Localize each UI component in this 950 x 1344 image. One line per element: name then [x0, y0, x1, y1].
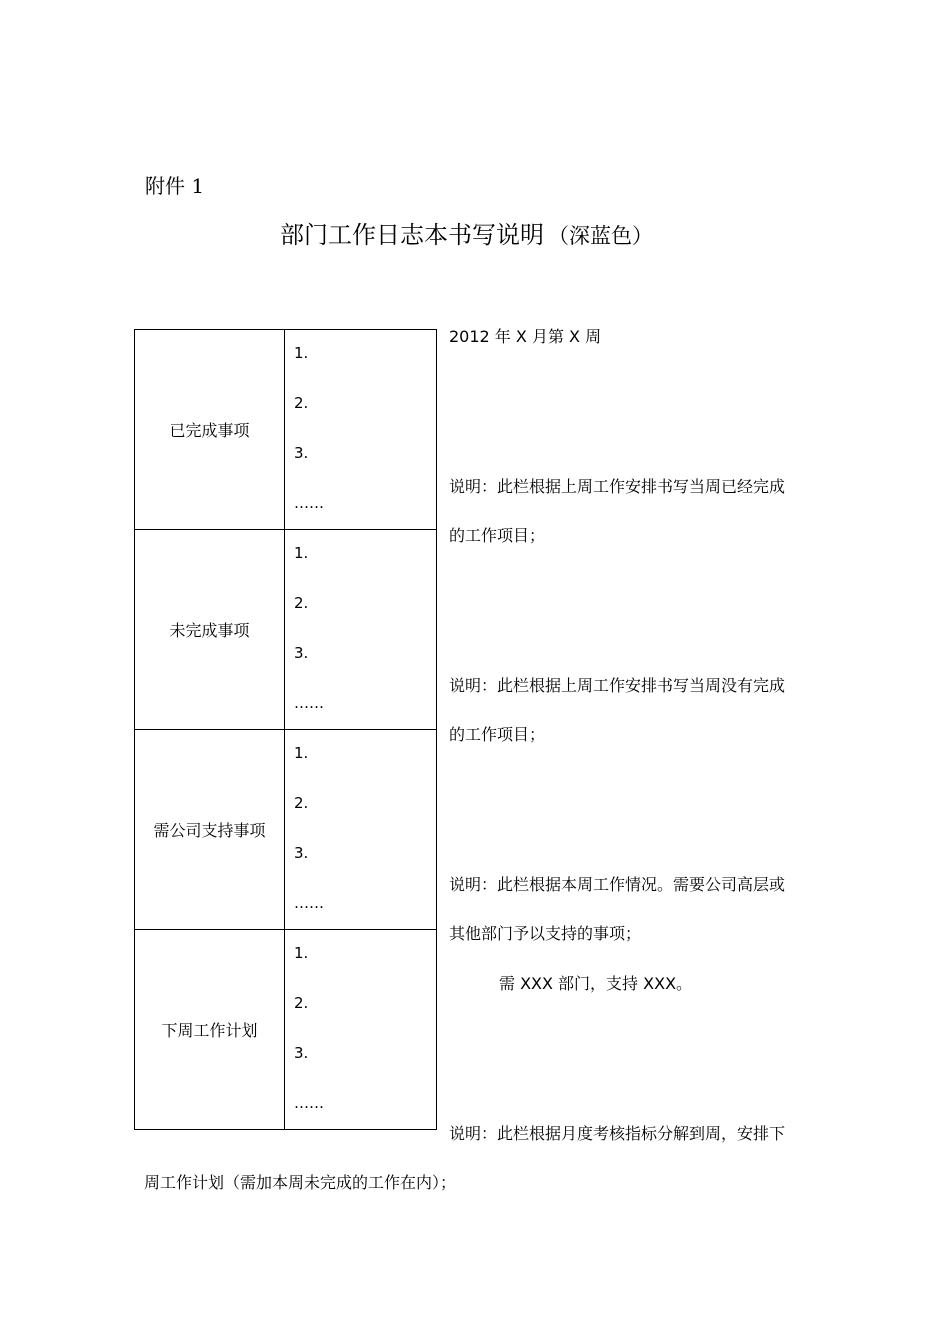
list-item: …… — [294, 494, 324, 512]
list-item: 1. — [294, 744, 309, 762]
table-row-uncompleted — [135, 530, 437, 730]
items-support — [285, 730, 437, 930]
list-item: 2. — [294, 994, 309, 1012]
note-completed-line1: 说明：此栏根据上周工作安排书写当周已经完成 — [449, 477, 786, 496]
title-color-note: （深蓝色） — [548, 224, 653, 248]
list-item: …… — [294, 1094, 324, 1112]
list-item: 1. — [294, 544, 309, 562]
list-item: 2. — [294, 394, 309, 412]
category-uncompleted: 未完成事项 — [135, 530, 285, 730]
category-support: 需公司支持事项 — [135, 730, 285, 930]
list-item: 3. — [294, 644, 309, 662]
list-item: 3. — [294, 844, 309, 862]
note-support-example: 需 XXX 部门，支持 XXX。 — [499, 974, 693, 993]
table-row-completed — [135, 330, 437, 530]
list-item: 1. — [294, 944, 309, 962]
list-item: 1. — [294, 344, 309, 362]
category-completed: 已完成事项 — [135, 330, 285, 530]
list-item: …… — [294, 894, 324, 912]
category-next-week: 下周工作计划 — [135, 930, 285, 1130]
note-plan-line1: 说明：此栏根据月度考核指标分解到周，安排下 — [449, 1124, 786, 1143]
items-next-week — [285, 930, 437, 1130]
table-row-support — [135, 730, 437, 930]
list-item: 3. — [294, 444, 309, 462]
note-support-line2: 其他部门予以支持的事项； — [449, 924, 642, 943]
week-label: 2012 年 X 月第 X 周 — [449, 327, 602, 346]
items-uncompleted — [285, 530, 437, 730]
note-uncompleted-line2: 的工作项目； — [449, 725, 546, 744]
list-item: …… — [294, 694, 324, 712]
title-text: 部门工作日志本书写说明 — [280, 221, 544, 249]
note-support-line1: 说明：此栏根据本周工作情况。需要公司高层或 — [449, 875, 786, 894]
note-plan-line2: 周工作计划（需加本周未完成的工作在内）； — [144, 1173, 457, 1192]
items-completed — [285, 330, 437, 530]
table-row-next-week — [135, 930, 437, 1130]
list-item: 2. — [294, 594, 309, 612]
list-item: 2. — [294, 794, 309, 812]
attachment-label: 附件 1 — [145, 174, 205, 198]
list-item: 3. — [294, 1044, 309, 1062]
page-title — [280, 218, 653, 253]
note-completed-line2: 的工作项目； — [449, 526, 546, 545]
weekly-log-table — [134, 329, 437, 1130]
note-uncompleted-line1: 说明：此栏根据上周工作安排书写当周没有完成 — [449, 676, 786, 695]
